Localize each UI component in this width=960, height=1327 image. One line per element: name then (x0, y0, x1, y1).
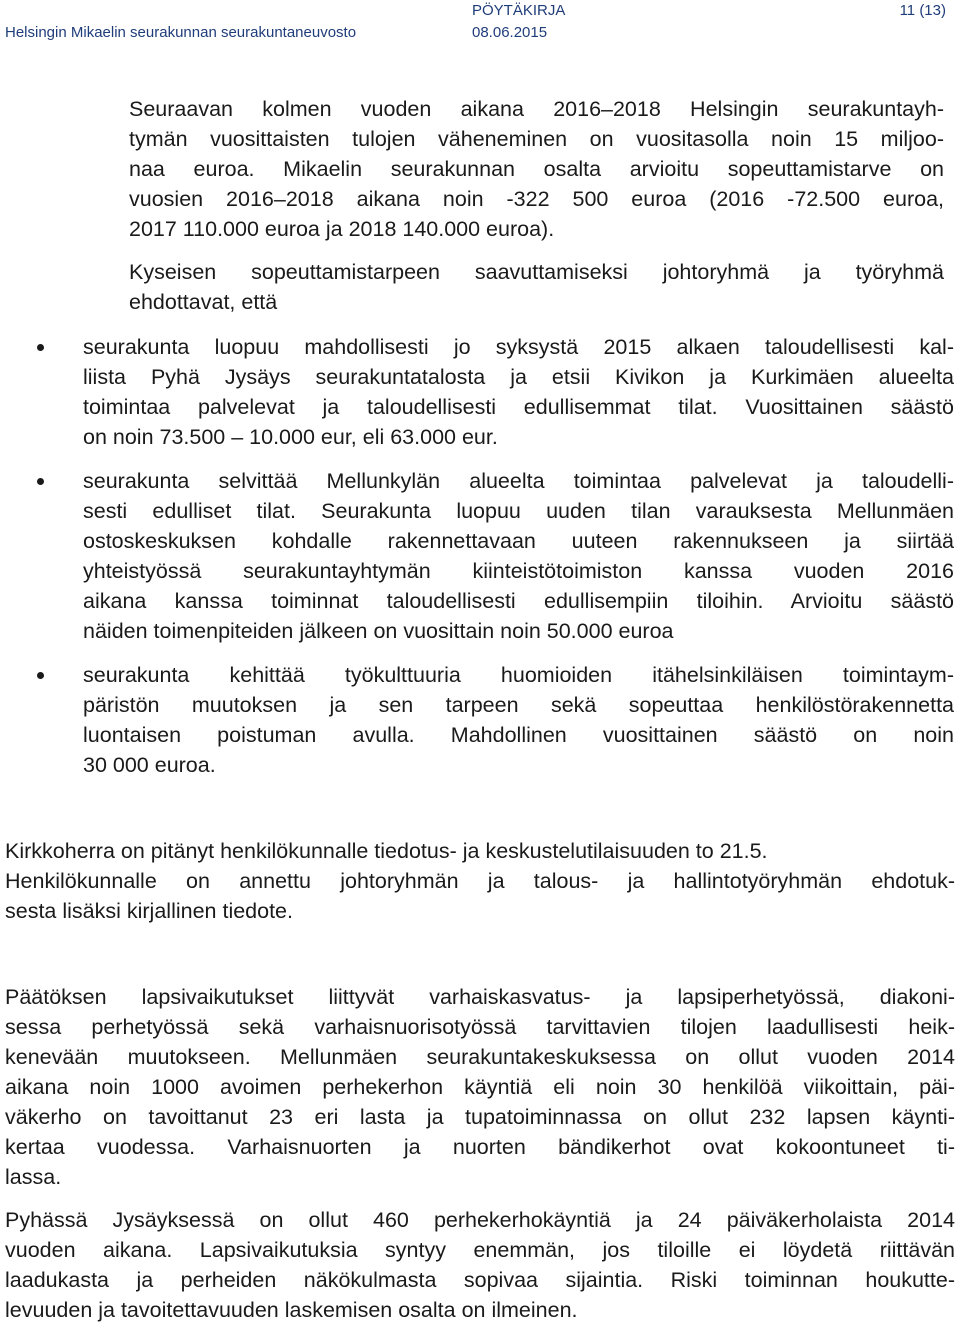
intro-paragraph (129, 94, 944, 244)
bullet-icon (37, 672, 44, 679)
text-line: sesta lisäksi kirjallinen tiedote. (5, 899, 293, 923)
text-line: Kirkkoherra on pitänyt henkilökunnalle tiedotus- ja keskustelutilaisuuden to 21.5. (5, 839, 768, 863)
text-line: toimintaa palvelevat ja taloudellisesti edullisemmat tilat. Vuosittainen säästö (83, 395, 954, 419)
list-item-text (83, 660, 954, 780)
bullet-icon (37, 478, 44, 485)
text-line: seurakunta kehittää työkulttuuria huomioiden itähelsinkiläisen toimintaym- (83, 663, 954, 687)
text-line: kertaa vuodessa. Varhaisnuorten ja nuorten bändikerhot ovat kokoontuneet ti- (5, 1135, 955, 1159)
text-line: luontaisen poistuman avulla. Mahdollinen vuosittainen säästö on noin (83, 723, 954, 747)
header-doc-type: PÖYTÄKIRJA (472, 2, 566, 19)
pyha-jysays-paragraph (5, 1205, 955, 1325)
text-line: kenevään muutokseen. Mellunmäen seurakuntakeskuksessa on ollut vuoden 2014 (5, 1045, 955, 1069)
text-line: on noin 73.500 – 10.000 eur, eli 63.000 eur. (83, 425, 498, 449)
text-line: Henkilökunnalle on annettu johtoryhmän ja talous- ja hallintotyöryhmän ehdotuk- (5, 869, 955, 893)
header-page-number: 11 (13) (899, 2, 946, 19)
header-organization: Helsingin Mikaelin seurakunnan seurakuntaneuvosto (5, 24, 357, 41)
text-line: tymän vuosittaisten tulojen väheneminen on vuositasolla noin 15 miljoo- (129, 127, 944, 151)
bullet-icon (37, 344, 44, 351)
text-line: väkerho on tavoittanut 23 eri lasta ja tupatoiminnassa on ollut 232 lapsen käynti- (5, 1105, 955, 1129)
proposal-intro-paragraph (129, 257, 944, 317)
text-line: liista Pyhä Jysäys seurakuntatalosta ja etsii Kivikon ja Kurkimäen alueelta (83, 365, 954, 389)
text-line: 2017 110.000 euroa ja 2018 140.000 euroa). (129, 217, 555, 241)
text-line: seurakunta luopuu mahdollisesti jo syksystä 2015 alkaen taloudellisesti kal- (83, 335, 954, 359)
text-line: näiden toimenpiteiden jälkeen on vuosittain noin 50.000 euroa (83, 619, 674, 643)
staff-info-paragraph (5, 836, 955, 926)
text-line: naa euroa. Mikaelin seurakunnan osalta arvioitu sopeuttamistarve on (129, 157, 944, 181)
text-line: Kyseisen sopeuttamistarpeen saavuttamiseksi johtoryhmä ja työryhmä (129, 260, 944, 284)
text-line: päristön muutoksen ja sen tarpeen sekä sopeuttaa henkilöstörakennetta (83, 693, 954, 717)
text-line: levuuden ja tavoitettavuuden laskemisen osalta on ilmeinen. (5, 1298, 578, 1322)
list-item-text (83, 466, 954, 646)
text-line: sessa perhetyössä sekä varhaisnuorisotyössä tarvittavien tilojen laadullisesti heik- (5, 1015, 955, 1039)
text-line: 30 000 euroa. (83, 753, 216, 777)
text-line: Päätöksen lapsivaikutukset liittyvät varhaiskasvatus- ja lapsiperhetyössä, diakoni- (5, 985, 955, 1009)
text-line: Seuraavan kolmen vuoden aikana 2016–2018 Helsingin seurakuntayh- (129, 97, 944, 121)
text-line: ostoskeskuksen kohdalle rakennettavaan uuteen rakennukseen ja siirtää (83, 529, 954, 553)
text-line: seurakunta selvittää Mellunkylän alueelta toimintaa palvelevat ja taloudelli- (83, 469, 954, 493)
text-line: yhteistyössä seurakuntayhtymän kiinteistötoimiston kanssa vuoden 2016 (83, 559, 954, 583)
text-line: vuoden aikana. Lapsivaikutuksia syntyy enemmän, jos tiloille ei löydetä riittävän (5, 1238, 955, 1262)
header-date: 08.06.2015 (472, 24, 548, 41)
text-line: ehdottavat, että (129, 290, 278, 314)
text-line: aikana noin 1000 avoimen perhekerhon käyntiä eli noin 30 henkilöä viikoittain, päi- (5, 1075, 955, 1099)
child-impact-paragraph (5, 982, 955, 1192)
text-line: sesti edulliset tilat. Seurakunta luopuu uuden tilan varauksesta Mellunmäen (83, 499, 954, 523)
text-line: Pyhässä Jysäyksessä on ollut 460 perhekerhokäyntiä ja 24 päiväkerholaista 2014 (5, 1208, 955, 1232)
text-line: laadukasta ja perheiden näkökulmasta sopivaa sijaintia. Riski toiminnan houkutte- (5, 1268, 955, 1292)
text-line: lassa. (5, 1165, 62, 1189)
text-line: vuosien 2016–2018 aikana noin -322 500 euroa (2016 -72.500 euroa, (129, 187, 944, 211)
list-item-text (83, 332, 954, 452)
text-line: aikana kanssa toiminnat taloudellisesti edullisempiin tiloihin. Arvioitu säästö (83, 589, 954, 613)
